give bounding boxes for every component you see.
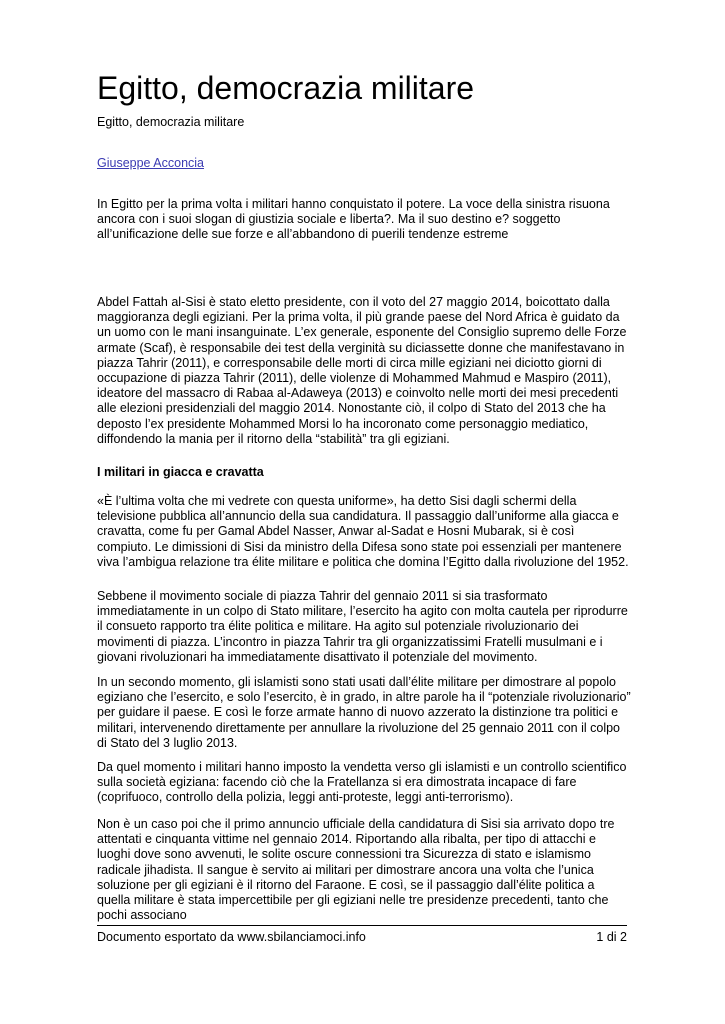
author-link[interactable]: Giuseppe Acconcia: [97, 156, 205, 170]
paragraph-2: «È l’ultima volta che mi vedrete con questa uniforme», ha detto Sisi dagli schermi della televisione pubblica all’annuncio della sua candidatura. Il passaggio dall’uniforme alla giacca e cravatta, come fu per Gamal Abdel Nasser, Anwar al-Sadat e Hosni Mubarak, si è così compiuto. Le dimissioni di Sisi da ministro della Difesa sono state poi essenziali per mantenere viva l’ambigua relazione tra élite militare e politica che domina l’Egitto dalla rivoluzione del 1952.: [97, 494, 629, 569]
paragraph-6: Non è un caso poi che il primo annuncio ufficiale della candidatura di Sisi sia arrivato dopo tre attentati e cinquanta vittime nel gennaio 2014. Riportando alla ribalta, per tipo di attacchi e luoghi dove sono avvenuti, le solite oscure connessioni tra Sicurezza di stato e islamismo radicale jihadista. Il sangue è servito ai militari per dimostrare ancora una volta che l’unica soluzione per gli egiziani è il ritorno del Faraone. E così, se il passaggio dall’élite politica a quella militare è stata impercettibile per gli egiziani nelle tre presidenze precedenti, tanto che pochi associano: [97, 817, 615, 923]
paragraph-5: Da quel momento i militari hanno imposto la vendetta verso gli islamisti e un controllo scientifico sulla società egiziana: facendo ciò che la Fratellanza si era dimostrata incapace di fare (coprifuoco, controllo della polizia, leggi anti-proteste, leggi anti-terrorismo).: [97, 760, 627, 805]
subtitle: Egitto, democrazia militare: [97, 115, 245, 129]
lead-paragraph: In Egitto per la prima volta i militari hanno conquistato il potere. La voce della sinistra risuona ancora con i suoi slogan di giustizia sociale e liberta?. Ma il suo destino e? soggetto all’unificazione delle sue forze e all’abbandono di puerili tendenze estreme: [97, 197, 610, 242]
paragraph-1: Abdel Fattah al-Sisi è stato eletto presidente, con il voto del 27 maggio 2014, boicottato dalla maggioranza degli egiziani. Per la prima volta, il più grande paese del Nord Africa è guidato da un uomo con le mani insanguinate. L’ex generale, esponente del Consiglio supremo delle Forze armate (Scaf), è responsabile dei test della verginità su diciassette donne che manifestavano in piazza Tahrir (2011), e corresponsabile delle morti di circa mille egiziani nei diciotto giorni di occupazione di piazza Tahrir (2011), delle violenze di Mohammed Mahmud e Maspiro (2011), ideatore del massacro di Rabaa al-Adaweya (2013) e coinvolto nelle morti dei mesi precedenti alle elezioni presidenziali del maggio 2014. Nonostante ciò, il colpo di Stato del 2013 che ha deposto l’ex presidente Mohammed Morsi lo ha incoronato come personaggio mediatico, diffondendo la mania per il ritorno della “stabilità” tra gli egiziani.: [97, 295, 627, 446]
footer-source: Documento esportato da www.sbilanciamoci.info: [97, 930, 366, 944]
paragraph-4: In un secondo momento, gli islamisti sono stati usati dall’élite militare per dimostrare al popolo egiziano che l’esercito, e solo l’esercito, è in grado, in altre parole ha il “potenziale rivoluzionario” per guidare il paese. E così le forze armate hanno di nuovo azzerato la distinzione tra politici e militari, intervenendo direttamente per annullare la rivoluzione del 25 gennaio 2011 con il colpo di Stato del 3 luglio 2013.: [97, 675, 631, 750]
page-title: Egitto, democrazia militare: [97, 70, 475, 106]
page-number: 1 di 2: [596, 930, 627, 944]
footer-divider: [97, 925, 627, 926]
section-heading: I militari in giacca e cravatta: [97, 465, 264, 479]
paragraph-3: Sebbene il movimento sociale di piazza Tahrir del gennaio 2011 si sia trasformato immediatamente in un colpo di Stato militare, l’esercito ha agito con molta cautela per riprodurre il consueto rapporto tra élite politica e militare. Ha agito sul potenziale rivoluzionario dei movimenti di piazza. L’incontro in piazza Tahrir tra gli organizzatissimi Fratelli musulmani e i giovani rivoluzionari ha immediatamente disattivato il potenziale del movimento.: [97, 589, 628, 664]
